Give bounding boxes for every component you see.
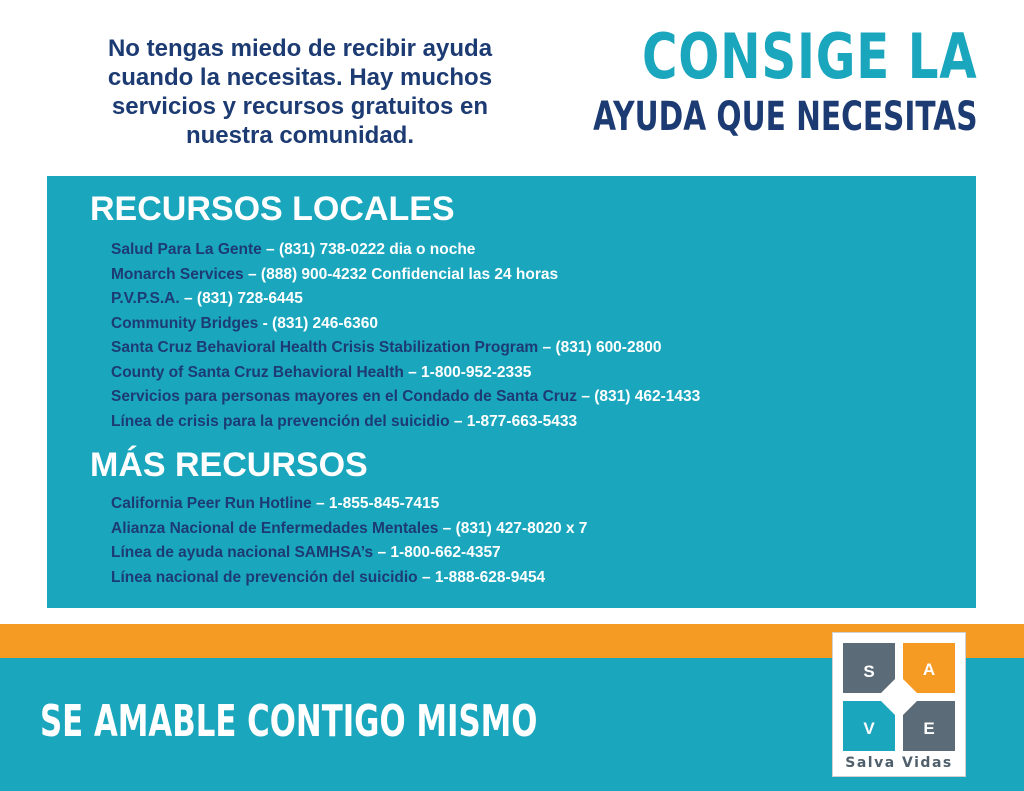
resource-name: Alianza Nacional de Enfermedades Mentales xyxy=(111,519,439,537)
resource-name: Servicios para personas mayores en el Condado de Santa Cruz xyxy=(111,388,578,405)
resources-panel xyxy=(47,176,976,608)
resource-item xyxy=(111,312,700,337)
resource-item xyxy=(111,287,700,312)
resource-name: Salud Para La Gente xyxy=(111,241,262,258)
resource-phone: – (831) 427-8020 x 7 xyxy=(438,519,588,537)
resource-name: Línea nacional de prevención del suicidio xyxy=(111,568,418,586)
logo-letter: A xyxy=(922,660,936,679)
local-resources-list xyxy=(111,238,700,434)
resource-item xyxy=(111,385,700,410)
logo-letter: E xyxy=(923,719,935,738)
resource-phone: – (888) 900-4232 Confidencial las 24 horas xyxy=(243,265,559,283)
resource-phone: – 1-888-628-9454 xyxy=(417,568,546,586)
resource-phone: – (831) 738-0222 dia o noche xyxy=(261,241,476,258)
intro-line: servicios y recursos gratuitos en xyxy=(111,93,489,120)
resource-name: Línea de crisis para la prevención del suicidio xyxy=(111,412,450,430)
save-logo xyxy=(833,633,965,776)
local-resources-title: RECURSOS LOCALES xyxy=(90,190,455,228)
resource-name: Santa Cruz Behavioral Health Crisis Stabilization Program xyxy=(111,339,539,356)
headline-line-1: CONSIGE LA xyxy=(642,20,978,93)
resource-phone: – 1-877-663-5433 xyxy=(449,412,578,430)
tagline: SE AMABLE CONTIGO MISMO xyxy=(40,696,538,747)
resource-phone: – (831) 600-2800 xyxy=(538,339,662,356)
resource-item xyxy=(111,410,700,435)
resource-item xyxy=(111,492,587,517)
headline-line-2: AYUDA QUE NECESITAS xyxy=(593,94,978,140)
logo-letter: V xyxy=(863,719,875,738)
resource-name: California Peer Run Hotline xyxy=(111,495,312,512)
resource-phone: – (831) 462-1433 xyxy=(577,388,701,405)
intro-line: cuando la necesitas. Hay muchos xyxy=(107,64,493,91)
intro-line: nuestra comunidad. xyxy=(185,122,415,149)
resource-phone: – 1-800-662-4357 xyxy=(373,544,501,561)
resource-item xyxy=(111,263,700,288)
headline xyxy=(458,20,978,140)
resource-name: County of Santa Cruz Behavioral Health xyxy=(111,363,404,381)
resource-item xyxy=(111,517,587,542)
resource-phone: – 1-800-952-2335 xyxy=(403,363,532,381)
resource-item xyxy=(111,361,700,386)
resource-name: P.V.P.S.A. xyxy=(111,290,180,307)
resource-item xyxy=(111,336,700,361)
resource-phone: - (831) 246-6360 xyxy=(258,314,379,332)
resource-phone: – (831) 728-6445 xyxy=(179,290,303,307)
save-logo-graphic xyxy=(833,633,965,755)
resource-name: Línea de ayuda nacional SAMHSA’s xyxy=(111,544,374,561)
resource-phone: – 1-855-845-7415 xyxy=(311,495,440,512)
resource-item xyxy=(111,566,587,591)
resource-name: Community Bridges xyxy=(111,314,259,332)
more-resources-list xyxy=(111,492,587,590)
resource-item xyxy=(111,541,587,566)
more-resources-title: MÁS RECURSOS xyxy=(90,446,368,484)
intro-line: No tengas miedo de recibir ayuda xyxy=(107,35,493,62)
resource-name: Monarch Services xyxy=(111,265,244,283)
resource-item xyxy=(111,238,700,263)
logo-letter: S xyxy=(863,662,875,681)
logo-caption: Salva Vidas xyxy=(845,755,953,771)
